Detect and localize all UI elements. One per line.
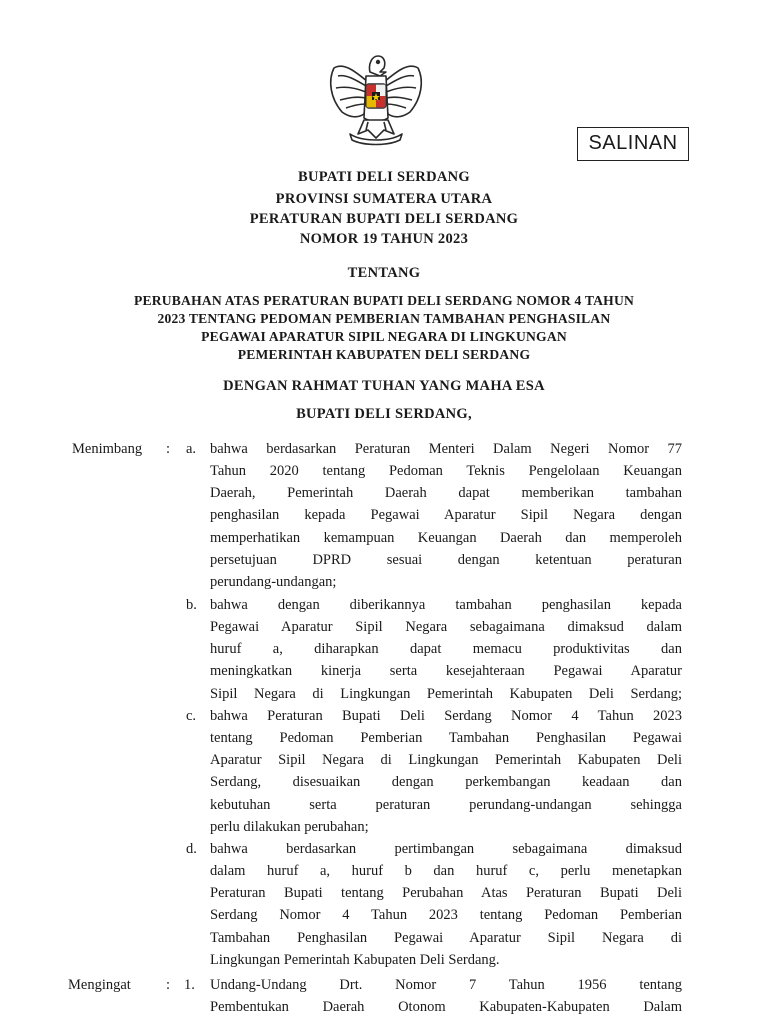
item-marker: b. xyxy=(186,597,197,613)
title-line: PERUBAHAN ATAS PERATURAN BUPATI DELI SERDANG NOMOR 4 TAHUN xyxy=(133,293,634,308)
menimbang-item-c xyxy=(210,705,682,838)
menimbang-colon: : xyxy=(166,441,171,457)
item-line: bahwa dengan diberikannya tambahan penghasilan kepada xyxy=(210,597,682,613)
invocation: DENGAN RAHMAT TUHAN YANG MAHA ESA xyxy=(223,378,545,394)
item-line: Undang-Undang Drt. Nomor 7 Tahun 1956 tentang xyxy=(210,977,682,993)
item-line: tentang Pedoman Pemberian Tambahan Penghasilan Pegawai xyxy=(210,730,682,747)
item-line: memperhatikan kemampuan Keuangan Daerah dan memperoleh xyxy=(210,529,682,546)
item-marker: d. xyxy=(186,841,197,857)
item-line: Pegawai Aparatur Sipil Negara sebagaimana dimaksud dalam xyxy=(210,619,682,636)
title-line: PEMERINTAH KABUPATEN DELI SERDANG xyxy=(237,347,531,362)
item-line: persetujuan DPRD sesuai dengan ketentuan peraturan xyxy=(210,551,682,568)
title-line: PEGAWAI APARATUR SIPIL NEGARA DI LINGKUNGAN xyxy=(201,329,567,344)
item-marker: a. xyxy=(186,441,197,457)
header-tentang: TENTANG xyxy=(347,265,421,281)
item-line: Tambahan Penghasilan Pegawai Aparatur Sipil Negara di xyxy=(210,929,682,946)
item-line: Pembentukan Daerah Otonom Kabupaten-Kabupaten Dalam xyxy=(210,999,682,1016)
regulation-title xyxy=(60,292,708,364)
menimbang-label: Menimbang xyxy=(72,441,143,457)
item-line: Aparatur Sipil Negara di Lingkungan Pemerintah Kabupaten Deli xyxy=(210,752,682,769)
item-line: Peraturan Bupati tentang Perubahan Atas Peraturan Bupati Deli xyxy=(210,885,682,902)
menimbang-item-d xyxy=(210,838,682,971)
mengingat-item-1 xyxy=(210,974,682,1018)
salinan-stamp: SALINAN xyxy=(577,127,689,161)
mengingat-colon: : xyxy=(166,977,171,993)
header-number: NOMOR 19 TAHUN 2023 xyxy=(299,231,469,247)
item-line: meningkatkan kinerja serta kesejahteraan Pegawai Aparatur xyxy=(210,663,682,680)
item-line: bahwa Peraturan Bupati Deli Serdang Nomor 4 Tahun 2023 xyxy=(210,708,682,724)
item-line: kebutuhan serta peraturan perundang-undangan sehingga xyxy=(210,796,682,813)
header-regent: BUPATI DELI SERDANG xyxy=(298,169,470,185)
item-marker: c. xyxy=(186,708,197,724)
item-marker: 1. xyxy=(184,977,195,993)
menimbang-item-a xyxy=(210,438,682,593)
item-line: bahwa berdasarkan Peraturan Menteri Dalam Negeri Nomor 77 xyxy=(210,441,682,457)
item-line: penghasilan kepada Pegawai Aparatur Sipil Negara dengan xyxy=(210,507,682,524)
issuer-heading: BUPATI DELI SERDANG, xyxy=(296,406,472,422)
title-line: 2023 TENTANG PEDOMAN PEMBERIAN TAMBAHAN PENGHASILAN xyxy=(157,311,611,326)
item-line: Serdang Nomor 4 Tahun 2023 tentang Pedoman Pemberian xyxy=(210,907,682,924)
item-line: Serdang, disesuaikan dengan perkembangan keadaan dan xyxy=(210,774,682,791)
item-line: Sipil Negara di Lingkungan Pemerintah Kabupaten Deli Serdang; xyxy=(210,685,682,702)
item-line: perundang-undangan; xyxy=(210,573,337,590)
item-line: perlu dilakukan perubahan; xyxy=(210,818,369,835)
header-province: PROVINSI SUMATERA UTARA xyxy=(275,191,493,207)
item-line: Daerah, Pemerintah Daerah dapat memberikan tambahan xyxy=(210,485,682,502)
item-line: dalam huruf a, huruf b dan huruf c, perlu menetapkan xyxy=(210,863,682,880)
item-line: huruf a, diharapkan dapat memacu produktivitas dan xyxy=(210,641,682,658)
header-regulation: PERATURAN BUPATI DELI SERDANG xyxy=(249,211,519,227)
item-line: bahwa berdasarkan pertimbangan sebagaimana dimaksud xyxy=(210,841,682,857)
mengingat-label: Mengingat xyxy=(68,977,131,993)
item-line: Lingkungan Pemerintah Kabupaten Deli Serdang. xyxy=(210,951,500,968)
garuda-emblem-icon xyxy=(322,42,430,150)
item-line: Tahun 2020 tentang Pedoman Teknis Pengelolaan Keuangan xyxy=(210,463,682,480)
menimbang-item-b xyxy=(210,594,682,705)
